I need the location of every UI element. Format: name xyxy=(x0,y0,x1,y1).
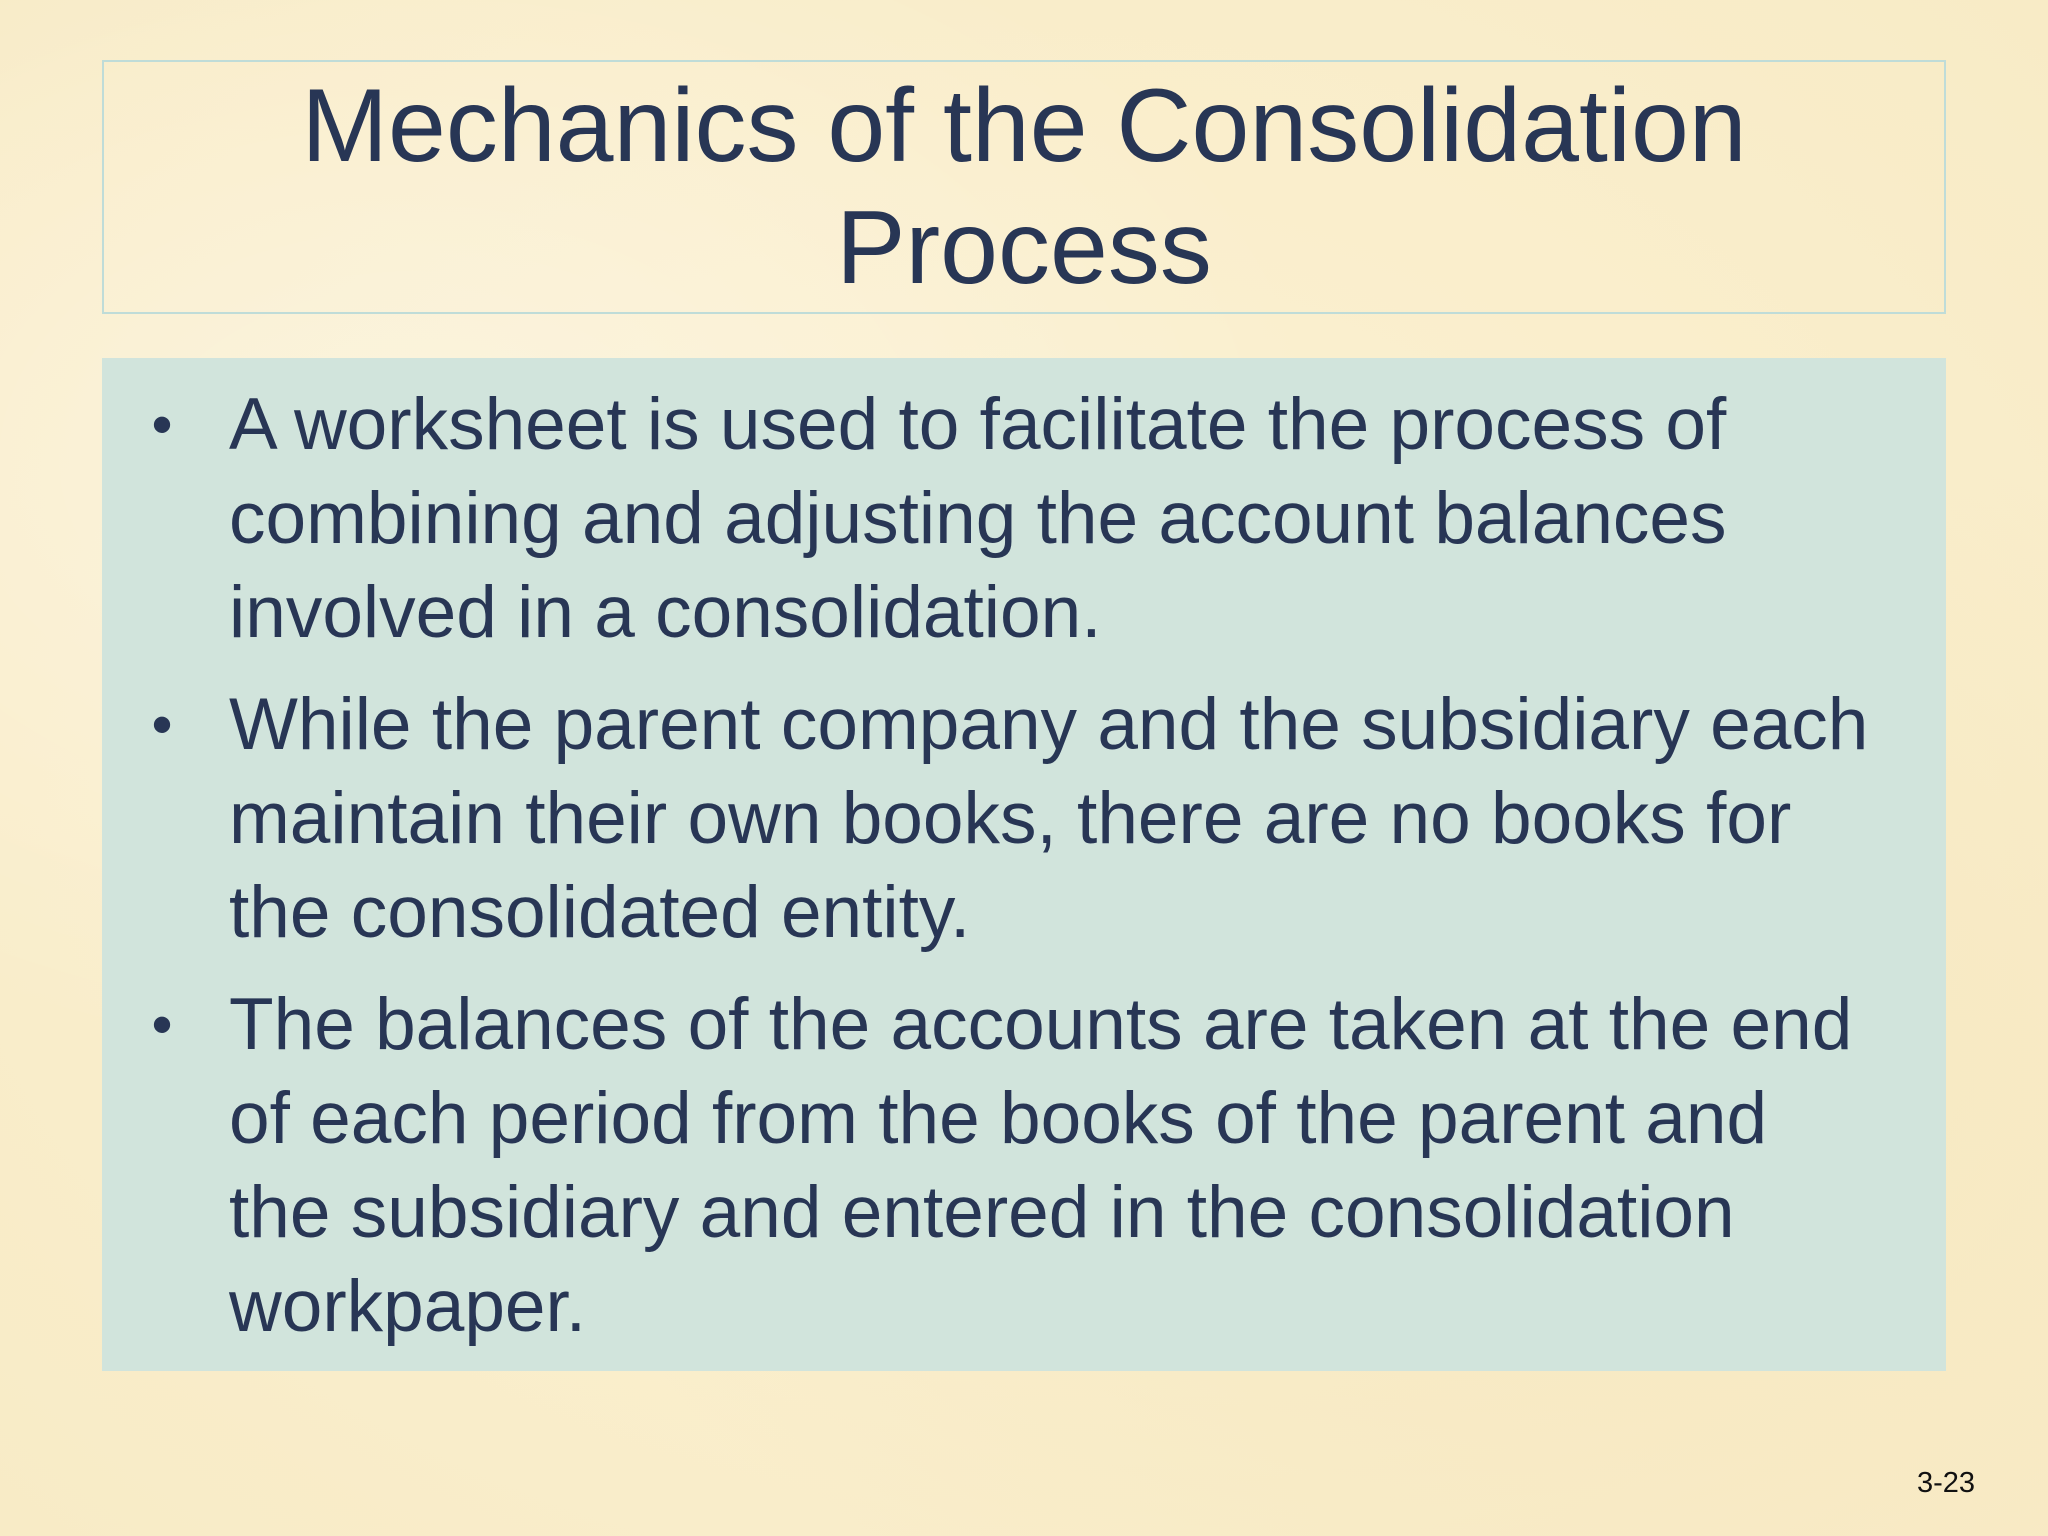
bullet-item xyxy=(132,678,1886,960)
slide-title: Mechanics of the Consolidation Process xyxy=(301,68,1747,306)
page-number: 3-23 xyxy=(1916,1467,1975,1499)
bullet-item xyxy=(132,978,1886,1354)
title-box xyxy=(102,60,1946,314)
bullet-item xyxy=(132,378,1886,660)
bullet-text: The balances of the accounts are taken at the end of each period from the books of the parent and the subsidiary and entered in the consolidation workpaper. xyxy=(229,984,1853,1347)
bullet-text: While the parent company and the subsidiary each maintain their own books, there are no books for the consolidated entity. xyxy=(229,684,1869,953)
bullet-icon: • xyxy=(151,691,173,758)
bullet-list xyxy=(132,378,1886,1354)
bullet-icon: • xyxy=(151,991,173,1058)
content-box xyxy=(102,358,1946,1371)
bullet-icon: • xyxy=(151,391,173,458)
bullet-text: A worksheet is used to facilitate the process of combining and adjusting the account balances involved in a consolidation. xyxy=(229,384,1727,653)
